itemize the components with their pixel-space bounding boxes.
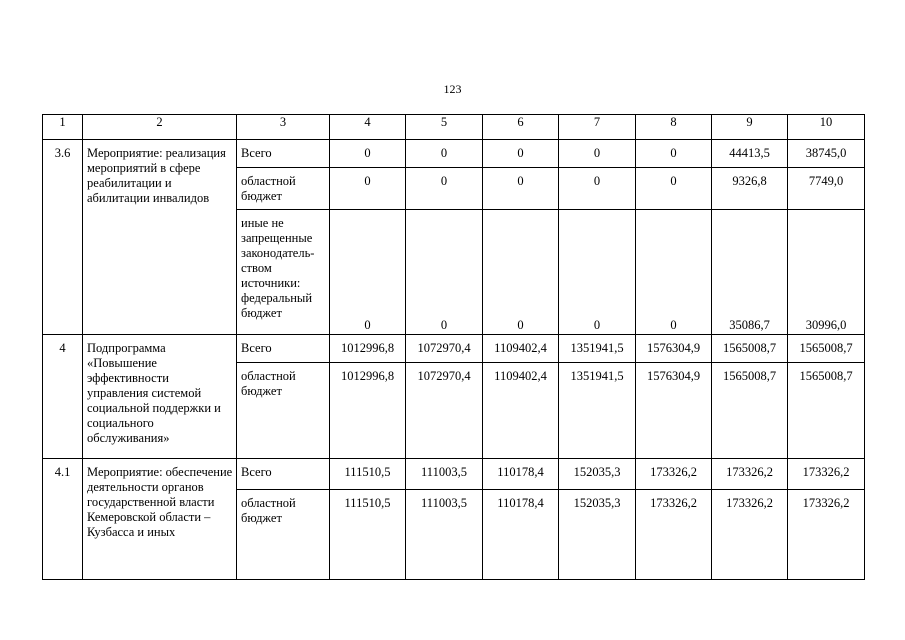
value-cell: 35086,7 bbox=[712, 210, 788, 335]
row-number: 3.6 bbox=[43, 140, 83, 335]
value-cell: 173326,2 bbox=[712, 490, 788, 580]
header-cell: 3 bbox=[237, 115, 330, 140]
value-cell: 173326,2 bbox=[788, 490, 865, 580]
value-cell: 1012996,8 bbox=[330, 363, 406, 459]
value-cell: 1576304,9 bbox=[636, 363, 712, 459]
value-cell: 1012996,8 bbox=[330, 335, 406, 363]
header-cell: 1 bbox=[43, 115, 83, 140]
row-number: 4.1 bbox=[43, 459, 83, 580]
value-cell: 1109402,4 bbox=[483, 363, 559, 459]
value-cell: 0 bbox=[483, 168, 559, 210]
value-cell: 1109402,4 bbox=[483, 335, 559, 363]
value-cell: 111003,5 bbox=[406, 490, 483, 580]
header-row bbox=[43, 115, 865, 140]
value-cell: 1565008,7 bbox=[712, 363, 788, 459]
row-name: Подпрограмма «Повышение эффективности управления системой социальной поддержки и социального обслуживания» bbox=[83, 335, 237, 459]
value-cell: 0 bbox=[330, 140, 406, 168]
value-cell: 111510,5 bbox=[330, 459, 406, 490]
value-cell: 0 bbox=[559, 140, 636, 168]
value-cell: 1072970,4 bbox=[406, 335, 483, 363]
funding-source: Всего bbox=[237, 459, 330, 490]
row-name: Мероприятие: реализация мероприятий в сфере реабилитации и абилитации инвалидов bbox=[83, 140, 237, 335]
value-cell: 1351941,5 bbox=[559, 335, 636, 363]
row-name: Мероприятие: обеспечение деятельности органов государственной власти Кемеровской области – Кузбасса и иных bbox=[83, 459, 237, 580]
value-cell: 44413,5 bbox=[712, 140, 788, 168]
value-cell: 0 bbox=[636, 140, 712, 168]
header-cell: 10 bbox=[788, 115, 865, 140]
header-cell: 7 bbox=[559, 115, 636, 140]
funding-source: Всего bbox=[237, 140, 330, 168]
funding-source: иные не запрещенные законодатель-ством источники: федеральный бюджет bbox=[237, 210, 330, 335]
table-row bbox=[43, 459, 865, 490]
header-cell: 4 bbox=[330, 115, 406, 140]
budget-table bbox=[42, 114, 865, 580]
page-number: 123 bbox=[443, 82, 462, 96]
row-number: 4 bbox=[43, 335, 83, 459]
funding-source: областной бюджет bbox=[237, 490, 330, 580]
value-cell: 0 bbox=[483, 210, 559, 335]
header-cell: 2 bbox=[83, 115, 237, 140]
value-cell: 111003,5 bbox=[406, 459, 483, 490]
value-cell: 38745,0 bbox=[788, 140, 865, 168]
value-cell: 1576304,9 bbox=[636, 335, 712, 363]
header-cell: 5 bbox=[406, 115, 483, 140]
value-cell: 173326,2 bbox=[636, 459, 712, 490]
value-cell: 152035,3 bbox=[559, 459, 636, 490]
value-cell: 30996,0 bbox=[788, 210, 865, 335]
header-cell: 8 bbox=[636, 115, 712, 140]
funding-source: Всего bbox=[237, 335, 330, 363]
value-cell: 110178,4 bbox=[483, 490, 559, 580]
value-cell: 0 bbox=[406, 210, 483, 335]
value-cell: 0 bbox=[559, 210, 636, 335]
funding-source: областной бюджет bbox=[237, 168, 330, 210]
value-cell: 173326,2 bbox=[788, 459, 865, 490]
value-cell: 0 bbox=[330, 168, 406, 210]
value-cell: 1351941,5 bbox=[559, 363, 636, 459]
header-cell: 9 bbox=[712, 115, 788, 140]
value-cell: 0 bbox=[483, 140, 559, 168]
header-cell: 6 bbox=[483, 115, 559, 140]
value-cell: 0 bbox=[636, 168, 712, 210]
value-cell: 0 bbox=[330, 210, 406, 335]
funding-source: областной бюджет bbox=[237, 363, 330, 459]
value-cell: 0 bbox=[559, 168, 636, 210]
value-cell: 0 bbox=[406, 168, 483, 210]
value-cell: 7749,0 bbox=[788, 168, 865, 210]
value-cell: 1565008,7 bbox=[712, 335, 788, 363]
value-cell: 0 bbox=[636, 210, 712, 335]
table-row bbox=[43, 140, 865, 168]
value-cell: 152035,3 bbox=[559, 490, 636, 580]
value-cell: 110178,4 bbox=[483, 459, 559, 490]
table-row bbox=[43, 335, 865, 363]
value-cell: 0 bbox=[406, 140, 483, 168]
value-cell: 173326,2 bbox=[636, 490, 712, 580]
value-cell: 173326,2 bbox=[712, 459, 788, 490]
value-cell: 1072970,4 bbox=[406, 363, 483, 459]
value-cell: 1565008,7 bbox=[788, 363, 865, 459]
value-cell: 111510,5 bbox=[330, 490, 406, 580]
value-cell: 1565008,7 bbox=[788, 335, 865, 363]
value-cell: 9326,8 bbox=[712, 168, 788, 210]
